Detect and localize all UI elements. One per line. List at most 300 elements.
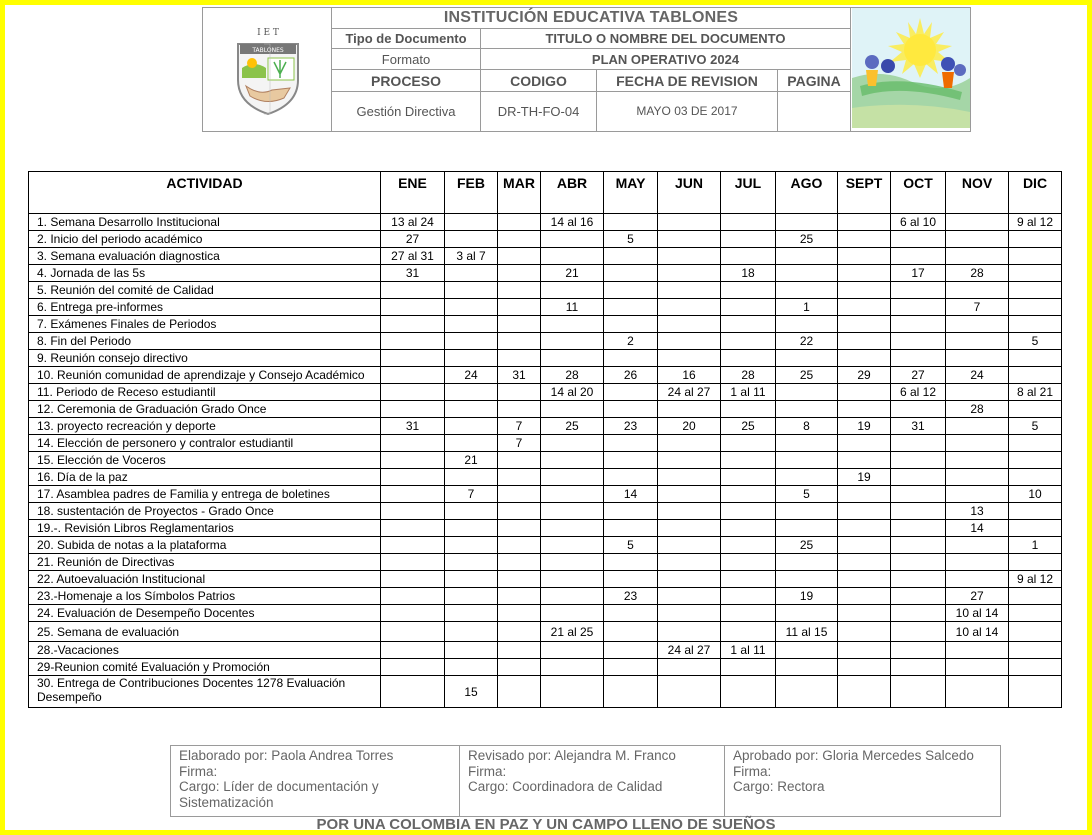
column-header-actividad: ACTIVIDAD xyxy=(29,172,381,214)
schedule-cell xyxy=(776,571,838,588)
schedule-cell xyxy=(721,469,776,486)
schedule-cell: 25 xyxy=(776,231,838,248)
schedule-cell xyxy=(946,642,1009,659)
schedule-cell xyxy=(604,571,658,588)
logo-text-iet: I E T xyxy=(256,28,279,38)
schedule-cell xyxy=(604,676,658,708)
schedule-cell: 7 xyxy=(498,435,541,452)
schedule-cell xyxy=(445,605,498,622)
schedule-cell xyxy=(381,486,445,503)
schedule-cell xyxy=(891,537,946,554)
schedule-cell: 9 al 12 xyxy=(1009,214,1062,231)
schedule-cell xyxy=(891,452,946,469)
schedule-cell xyxy=(891,350,946,367)
table-row xyxy=(29,265,1062,282)
schedule-cell xyxy=(498,452,541,469)
schedule-cell xyxy=(946,248,1009,265)
schedule-cell: 23 xyxy=(604,588,658,605)
schedule-cell: 7 xyxy=(946,299,1009,316)
table-row xyxy=(29,350,1062,367)
schedule-cell: 24 xyxy=(445,367,498,384)
schedule-cell xyxy=(381,520,445,537)
schedule-cell xyxy=(604,642,658,659)
schedule-cell: 29 xyxy=(838,367,891,384)
schedule-cell: 6 al 10 xyxy=(891,214,946,231)
schedule-cell: 13 al 24 xyxy=(381,214,445,231)
schedule-cell xyxy=(1009,520,1062,537)
schedule-cell xyxy=(658,452,721,469)
schedule-cell xyxy=(891,282,946,299)
schedule-cell xyxy=(721,350,776,367)
schedule-cell xyxy=(721,486,776,503)
schedule-cell xyxy=(1009,350,1062,367)
codigo-label: CODIGO xyxy=(481,70,597,91)
schedule-cell xyxy=(658,520,721,537)
schedule-cell xyxy=(721,214,776,231)
schedule-cell xyxy=(658,350,721,367)
column-header-month: AGO xyxy=(776,172,838,214)
column-header-month: MAR xyxy=(498,172,541,214)
schedule-cell xyxy=(541,486,604,503)
column-header-month: JUN xyxy=(658,172,721,214)
activity-name: 18. sustentación de Proyectos - Grado Once xyxy=(29,503,381,520)
schedule-cell xyxy=(838,588,891,605)
schedule-cell: 11 xyxy=(541,299,604,316)
schedule-cell xyxy=(946,486,1009,503)
schedule-cell xyxy=(838,333,891,350)
schedule-cell xyxy=(1009,605,1062,622)
schedule-cell xyxy=(445,214,498,231)
schedule-cell xyxy=(498,384,541,401)
schedule-cell: 10 xyxy=(1009,486,1062,503)
schedule-cell: 6 al 12 xyxy=(891,384,946,401)
activity-name: 9. Reunión consejo directivo xyxy=(29,350,381,367)
schedule-cell xyxy=(445,265,498,282)
schedule-cell xyxy=(604,622,658,642)
schedule-cell xyxy=(891,316,946,333)
schedule-cell xyxy=(946,659,1009,676)
cargo-revisado: Cargo: Coordinadora de Calidad xyxy=(468,779,663,794)
schedule-cell xyxy=(658,265,721,282)
footer-slogan: POR UNA COLOMBIA EN PAZ Y UN CAMPO LLENO DE SUEÑOS xyxy=(316,816,776,833)
schedule-cell xyxy=(891,554,946,571)
table-row xyxy=(29,401,1062,418)
schedule-cell xyxy=(381,642,445,659)
schedule-cell: 14 al 20 xyxy=(541,384,604,401)
schedule-cell xyxy=(721,401,776,418)
schedule-cell xyxy=(445,622,498,642)
schedule-cell xyxy=(776,282,838,299)
schedule-cell xyxy=(721,520,776,537)
schedule-cell xyxy=(946,676,1009,708)
schedule-cell xyxy=(604,469,658,486)
table-row xyxy=(29,622,1062,642)
schedule-cell: 14 xyxy=(946,520,1009,537)
schedule-cell xyxy=(776,384,838,401)
schedule-cell xyxy=(838,452,891,469)
activity-name: 8. Fin del Periodo xyxy=(29,333,381,350)
schedule-cell xyxy=(541,659,604,676)
schedule-cell xyxy=(891,503,946,520)
schedule-cell xyxy=(658,214,721,231)
activity-table xyxy=(28,171,1062,708)
schedule-cell xyxy=(541,554,604,571)
schedule-cell: 1 al 11 xyxy=(721,642,776,659)
activity-name: 15. Elección de Voceros xyxy=(29,452,381,469)
schedule-cell: 8 xyxy=(776,418,838,435)
pagina-label: PAGINA xyxy=(778,70,851,91)
schedule-cell: 24 xyxy=(946,367,1009,384)
schedule-cell xyxy=(1009,316,1062,333)
table-row xyxy=(29,316,1062,333)
schedule-cell: 15 xyxy=(445,676,498,708)
table-row xyxy=(29,367,1062,384)
schedule-cell: 19 xyxy=(776,588,838,605)
schedule-cell xyxy=(891,401,946,418)
schedule-cell xyxy=(498,299,541,316)
schedule-cell xyxy=(721,231,776,248)
schedule-cell xyxy=(891,622,946,642)
schedule-cell xyxy=(604,299,658,316)
schedule-cell xyxy=(891,605,946,622)
schedule-cell xyxy=(381,537,445,554)
schedule-cell xyxy=(604,282,658,299)
header-illustration xyxy=(852,8,970,128)
schedule-cell xyxy=(776,401,838,418)
schedule-cell: 16 xyxy=(658,367,721,384)
schedule-cell xyxy=(1009,622,1062,642)
schedule-cell: 2 xyxy=(604,333,658,350)
schedule-cell: 31 xyxy=(498,367,541,384)
schedule-cell xyxy=(838,248,891,265)
schedule-cell xyxy=(946,231,1009,248)
schedule-cell xyxy=(498,622,541,642)
schedule-cell xyxy=(381,571,445,588)
schedule-cell: 19 xyxy=(838,469,891,486)
revisado-por: Revisado por: Alejandra M. Franco xyxy=(468,748,676,763)
codigo-value: DR-TH-FO-04 xyxy=(481,91,597,131)
cargo-aprobado: Cargo: Rectora xyxy=(733,779,825,794)
schedule-cell xyxy=(381,316,445,333)
schedule-cell xyxy=(541,676,604,708)
institution-logo-cell xyxy=(203,8,332,132)
schedule-cell xyxy=(946,333,1009,350)
schedule-cell xyxy=(776,469,838,486)
table-row xyxy=(29,503,1062,520)
table-row xyxy=(29,642,1062,659)
schedule-cell: 24 al 27 xyxy=(658,642,721,659)
schedule-cell xyxy=(838,435,891,452)
schedule-cell xyxy=(658,537,721,554)
schedule-cell xyxy=(541,333,604,350)
schedule-cell xyxy=(445,571,498,588)
fecha-revision-label: FECHA DE REVISION xyxy=(597,70,778,91)
activity-name: 22. Autoevaluación Institucional xyxy=(29,571,381,588)
schedule-cell xyxy=(604,554,658,571)
activity-name: 25. Semana de evaluación xyxy=(29,622,381,642)
schedule-cell xyxy=(658,588,721,605)
table-row xyxy=(29,299,1062,316)
schedule-cell xyxy=(721,659,776,676)
schedule-cell xyxy=(445,642,498,659)
column-header-month: ENE xyxy=(381,172,445,214)
schedule-cell xyxy=(776,248,838,265)
activity-name: 30. Entrega de Contribuciones Docentes 1278 Evaluación Desempeño xyxy=(29,676,381,708)
schedule-cell xyxy=(946,452,1009,469)
schedule-cell xyxy=(946,537,1009,554)
schedule-cell: 28 xyxy=(946,401,1009,418)
schedule-cell: 3 al 7 xyxy=(445,248,498,265)
schedule-cell xyxy=(498,265,541,282)
schedule-cell: 31 xyxy=(381,418,445,435)
elaborado-cell xyxy=(171,746,460,817)
table-row xyxy=(29,384,1062,401)
schedule-cell: 5 xyxy=(1009,418,1062,435)
schedule-cell xyxy=(381,435,445,452)
schedule-cell xyxy=(445,401,498,418)
table-header-row xyxy=(29,172,1062,214)
schedule-cell xyxy=(445,503,498,520)
schedule-cell xyxy=(498,571,541,588)
schedule-cell xyxy=(776,214,838,231)
schedule-cell xyxy=(498,588,541,605)
schedule-cell xyxy=(838,503,891,520)
schedule-cell xyxy=(381,622,445,642)
schedule-cell: 25 xyxy=(541,418,604,435)
schedule-cell xyxy=(1009,282,1062,299)
schedule-cell xyxy=(658,299,721,316)
schedule-cell xyxy=(721,435,776,452)
schedule-cell xyxy=(498,214,541,231)
activity-name: 24. Evaluación de Desempeño Docentes xyxy=(29,605,381,622)
schedule-cell xyxy=(1009,503,1062,520)
schedule-cell xyxy=(541,248,604,265)
activity-name: 3. Semana evaluación diagnostica xyxy=(29,248,381,265)
schedule-cell xyxy=(445,316,498,333)
schedule-cell: 13 xyxy=(946,503,1009,520)
activity-name: 7. Exámenes Finales de Periodos xyxy=(29,316,381,333)
schedule-cell xyxy=(498,554,541,571)
table-row xyxy=(29,486,1062,503)
schedule-cell xyxy=(498,401,541,418)
schedule-cell xyxy=(658,676,721,708)
schedule-cell xyxy=(541,503,604,520)
schedule-cell xyxy=(891,642,946,659)
schedule-cell xyxy=(604,503,658,520)
schedule-cell: 31 xyxy=(891,418,946,435)
schedule-cell xyxy=(891,299,946,316)
schedule-cell xyxy=(604,659,658,676)
schedule-cell xyxy=(838,659,891,676)
table-row xyxy=(29,537,1062,554)
schedule-cell xyxy=(381,333,445,350)
schedule-cell xyxy=(776,659,838,676)
schedule-cell xyxy=(891,469,946,486)
schedule-cell xyxy=(776,316,838,333)
schedule-cell xyxy=(604,214,658,231)
schedule-cell: 28 xyxy=(721,367,776,384)
schedule-cell: 7 xyxy=(445,486,498,503)
activity-name: 12. Ceremonia de Graduación Grado Once xyxy=(29,401,381,418)
schedule-cell xyxy=(381,554,445,571)
schedule-cell: 20 xyxy=(658,418,721,435)
schedule-cell xyxy=(604,605,658,622)
elaborado-por: Elaborado por: Paola Andrea Torres xyxy=(179,748,394,763)
schedule-cell xyxy=(498,469,541,486)
schedule-cell xyxy=(604,316,658,333)
activity-name: 6. Entrega pre-informes xyxy=(29,299,381,316)
schedule-cell xyxy=(1009,676,1062,708)
schedule-cell xyxy=(658,282,721,299)
proceso-label: PROCESO xyxy=(332,70,481,91)
schedule-cell xyxy=(776,676,838,708)
schedule-cell xyxy=(1009,367,1062,384)
schedule-cell xyxy=(891,486,946,503)
table-row xyxy=(29,605,1062,622)
schedule-cell xyxy=(445,588,498,605)
proceso-value: Gestión Directiva xyxy=(332,91,481,131)
schedule-cell xyxy=(604,350,658,367)
schedule-cell xyxy=(498,231,541,248)
schedule-cell: 21 al 25 xyxy=(541,622,604,642)
schedule-cell xyxy=(776,435,838,452)
schedule-cell xyxy=(445,469,498,486)
schedule-cell: 27 xyxy=(891,367,946,384)
column-header-month: ABR xyxy=(541,172,604,214)
activity-name: 5. Reunión del comité de Calidad xyxy=(29,282,381,299)
schedule-cell xyxy=(838,401,891,418)
schedule-cell xyxy=(541,469,604,486)
table-row xyxy=(29,214,1062,231)
schedule-cell xyxy=(381,469,445,486)
schedule-cell xyxy=(445,554,498,571)
schedule-cell xyxy=(776,554,838,571)
table-row xyxy=(29,676,1062,708)
schedule-cell: 9 al 12 xyxy=(1009,571,1062,588)
schedule-cell xyxy=(658,435,721,452)
schedule-cell xyxy=(658,248,721,265)
schedule-cell xyxy=(541,642,604,659)
schedule-cell: 21 xyxy=(541,265,604,282)
aprobado-cell xyxy=(725,746,1001,817)
schedule-cell xyxy=(838,231,891,248)
schedule-cell xyxy=(946,214,1009,231)
schedule-cell xyxy=(946,384,1009,401)
schedule-cell xyxy=(658,333,721,350)
schedule-cell xyxy=(1009,642,1062,659)
schedule-cell xyxy=(721,452,776,469)
schedule-cell: 14 al 16 xyxy=(541,214,604,231)
schedule-cell xyxy=(381,503,445,520)
schedule-cell xyxy=(721,537,776,554)
schedule-cell: 18 xyxy=(721,265,776,282)
schedule-cell xyxy=(838,571,891,588)
schedule-cell xyxy=(776,642,838,659)
schedule-cell xyxy=(721,588,776,605)
schedule-cell xyxy=(946,316,1009,333)
schedule-cell xyxy=(721,333,776,350)
schedule-cell xyxy=(721,299,776,316)
schedule-cell xyxy=(776,265,838,282)
schedule-cell xyxy=(838,299,891,316)
schedule-cell: 7 xyxy=(498,418,541,435)
institution-name: INSTITUCIÓN EDUCATIVA TABLONES xyxy=(332,8,851,29)
column-header-month: NOV xyxy=(946,172,1009,214)
activity-name: 23.-Homenaje a los Símbolos Patrios xyxy=(29,588,381,605)
table-row xyxy=(29,554,1062,571)
schedule-cell: 11 al 15 xyxy=(776,622,838,642)
schedule-cell xyxy=(381,676,445,708)
schedule-cell xyxy=(658,231,721,248)
schedule-cell: 31 xyxy=(381,265,445,282)
schedule-cell: 19 xyxy=(838,418,891,435)
pagina-value xyxy=(778,91,851,131)
revisado-cell xyxy=(460,746,725,817)
schedule-cell xyxy=(445,537,498,554)
schedule-cell: 27 al 31 xyxy=(381,248,445,265)
column-header-month: FEB xyxy=(445,172,498,214)
schedule-cell xyxy=(381,401,445,418)
schedule-cell xyxy=(381,659,445,676)
schedule-cell xyxy=(498,642,541,659)
schedule-cell xyxy=(445,384,498,401)
schedule-cell: 28 xyxy=(541,367,604,384)
header-illustration-cell xyxy=(851,8,971,132)
fecha-revision-value: MAYO 03 DE 2017 xyxy=(597,91,778,131)
activity-name: 1. Semana Desarrollo Institucional xyxy=(29,214,381,231)
schedule-cell xyxy=(658,316,721,333)
signature-block xyxy=(170,745,1001,817)
schedule-cell xyxy=(1009,248,1062,265)
schedule-cell xyxy=(1009,265,1062,282)
schedule-cell xyxy=(381,350,445,367)
table-row xyxy=(29,452,1062,469)
schedule-cell xyxy=(776,520,838,537)
column-header-month: JUL xyxy=(721,172,776,214)
schedule-cell xyxy=(498,333,541,350)
schedule-cell xyxy=(891,676,946,708)
schedule-cell xyxy=(721,554,776,571)
institution-logo xyxy=(204,8,331,128)
table-row xyxy=(29,418,1062,435)
schedule-cell xyxy=(498,676,541,708)
schedule-cell: 5 xyxy=(1009,333,1062,350)
table-row xyxy=(29,588,1062,605)
schedule-cell xyxy=(604,384,658,401)
schedule-cell xyxy=(838,520,891,537)
formato-label: Formato xyxy=(332,49,481,70)
schedule-cell xyxy=(498,520,541,537)
schedule-cell xyxy=(838,350,891,367)
activity-name: 19.-. Revisión Libros Reglamentarios xyxy=(29,520,381,537)
schedule-cell xyxy=(891,435,946,452)
schedule-cell: 25 xyxy=(776,537,838,554)
schedule-cell xyxy=(541,537,604,554)
schedule-cell xyxy=(838,622,891,642)
schedule-cell xyxy=(838,384,891,401)
schedule-cell xyxy=(776,350,838,367)
schedule-cell xyxy=(658,554,721,571)
schedule-cell xyxy=(721,503,776,520)
activity-name: 10. Reunión comunidad de aprendizaje y Consejo Académico xyxy=(29,367,381,384)
schedule-cell xyxy=(891,571,946,588)
schedule-cell xyxy=(604,452,658,469)
table-row xyxy=(29,435,1062,452)
schedule-cell: 17 xyxy=(891,265,946,282)
schedule-cell xyxy=(721,316,776,333)
schedule-cell xyxy=(721,605,776,622)
schedule-cell xyxy=(946,469,1009,486)
